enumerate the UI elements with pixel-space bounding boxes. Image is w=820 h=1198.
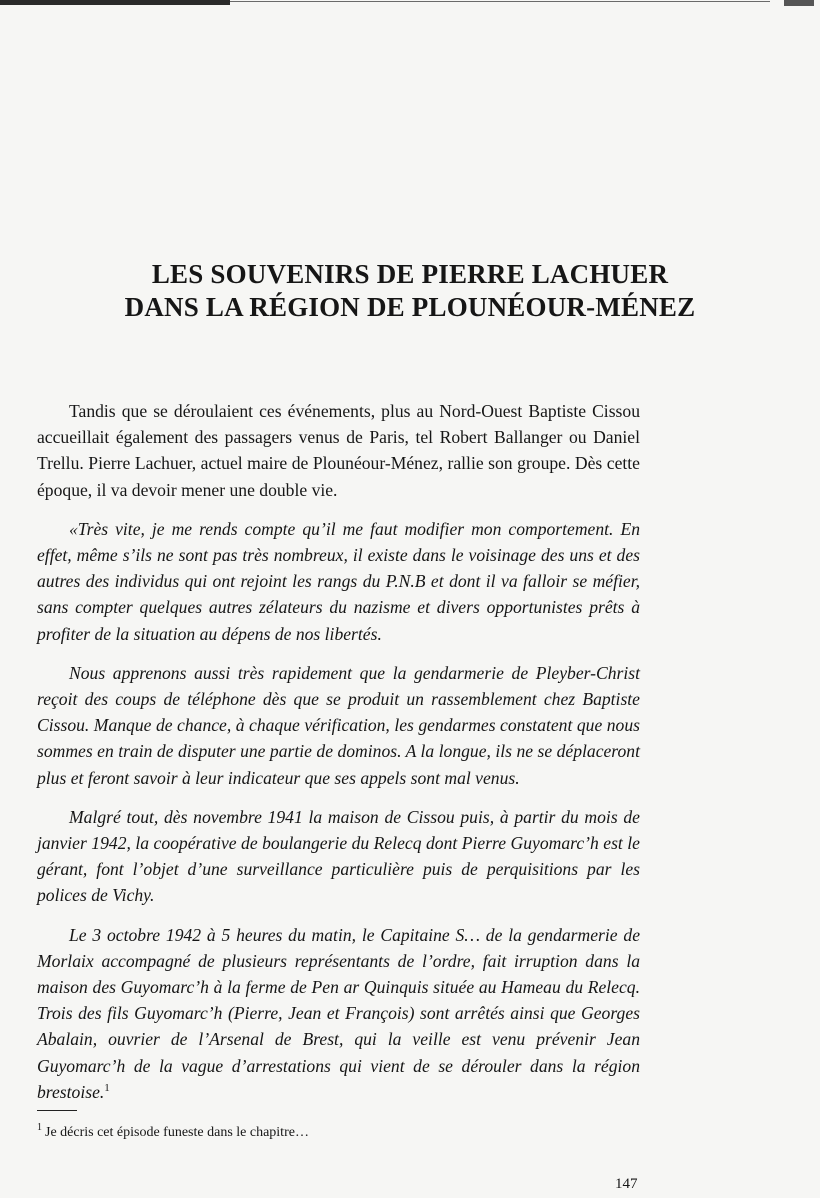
paragraph: Malgré tout, dès novembre 1941 la maison de Cissou puis, à partir du mois de janvier 1942, la coopérative de boulangerie du Relecq dont Pierre Guyomarc’h est le gérant, font l’objet d’une surveillance particulière puis de perquisitions par les polices de Vichy. [37, 806, 640, 906]
page-number: 147 [615, 1176, 638, 1192]
footnote-number: 1 [37, 1122, 42, 1134]
chapter-title-line-1: LES SOUVENIRS DE PIERRE LACHUER [151, 259, 669, 289]
top-edge-hairline [230, 1, 770, 2]
paragraph-with-footnote [37, 922, 640, 1105]
chapter-title [0, 258, 820, 324]
footnote-separator [37, 1110, 77, 1111]
footnote-text: Je décris cet épisode funeste dans le chapitre… [45, 1125, 309, 1140]
paragraph: Tandis que se déroulaient ces événements, plus au Nord-Ouest Baptiste Cissou accueillait également des passagers venus de Paris, tel Robert Ballanger ou Daniel Trellu. Pierre Lachuer, actuel maire de Plounéour-Ménez, rallie son groupe. Dès cette époque, il va devoir mener une double vie. [37, 401, 640, 500]
footnote-reference[interactable]: 1 [104, 1082, 110, 1095]
chapter-title-line-2: DANS LA RÉGION DE PLOUNÉOUR-MÉNEZ [124, 292, 696, 322]
paragraph: «Très vite, je me rends compte qu’il me faut modifier mon comportement. En effet, même s’ils ne sont pas très nombreux, il existe dans le voisinage des uns et des autres des individus qui ont rejoint les rangs du P.N.B et dont il va falloir se méfier, sans compter quelques autres zélateurs du nazisme et divers opportunistes prêts à profiter de la situation au dépens de nos libertés. [37, 518, 640, 644]
footnote [37, 1124, 637, 1142]
body-text [37, 398, 640, 1105]
paragraph-text: Le 3 octobre 1942 à 5 heures du matin, le Capitaine S… de la gendarmerie de Morlaix accompagné de plusieurs représentants de l’ordre, fait irruption dans la maison des Guyomarc’h à la ferme de Pen ar Quinquis située au Hameau du Relecq. Trois des fils Guyomarc’h (Pierre, Jean et François) sont arrêtés ainsi que Georges Abalain, ouvrier de l’Arsenal de Brest, qui la veille est venu prévenir Jean Guyomarc’h de la vague d’arrestations qui vient de se dérouler dans la région brestoise. [37, 924, 640, 1102]
paragraph: Nous apprenons aussi très rapidement que la gendarmerie de Pleyber-Christ reçoit des coups de téléphone dès que se produit un rassemblement chez Baptiste Cissou. Manque de chance, à chaque vérification, les gendarmes constatent que nous sommes en train de disputer une partie de dominos. A la longue, ils ne se déplaceront plus et feront savoir à leur indicateur que ses appels sont mal venus. [37, 662, 640, 788]
top-edge-rule [0, 0, 230, 5]
corner-mark [784, 0, 814, 6]
